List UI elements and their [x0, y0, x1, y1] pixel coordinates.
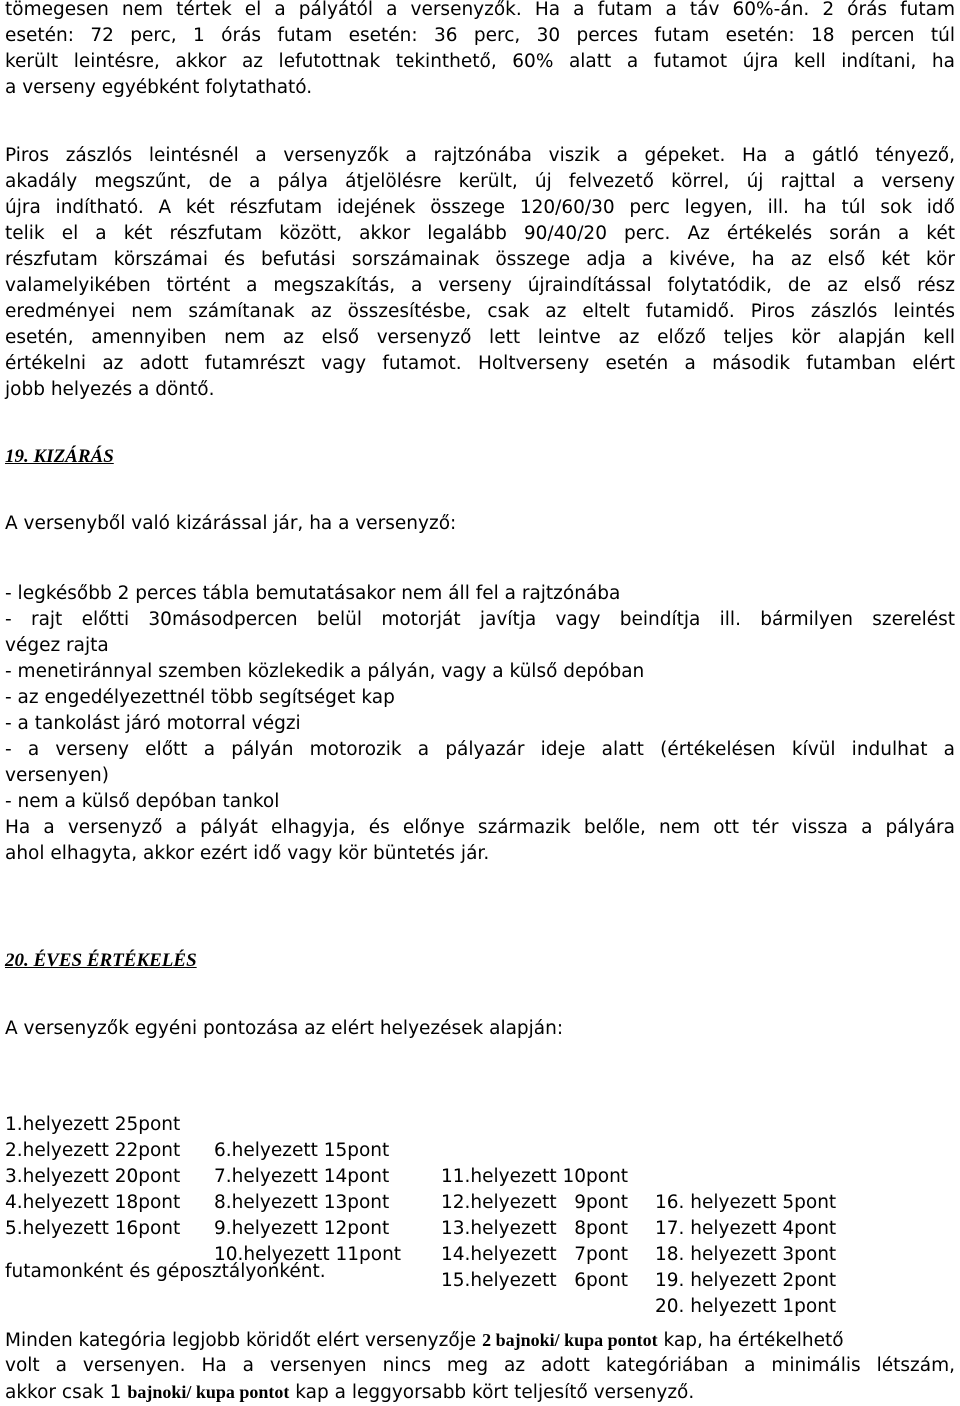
- text-line: esetén: 72 perc, 1 órás futam esetén: 36 perc, 30 perces futam esetén: 18 percen túl: [5, 25, 955, 46]
- list-item: - menetiránnyal szemben közlekedik a pályán, vagy a külső depóban: [5, 661, 645, 682]
- points-cell: 7.helyezett 14pont: [214, 1166, 390, 1187]
- text-line: került leintésre, akkor az lefutottnak tekinthető, 60% alatt a futamot újra kell indítani, ha: [5, 51, 955, 72]
- points-cell: 12.helyezett 9pont: [441, 1192, 629, 1213]
- list-item: - legkésőbb 2 perces tábla bemutatásakor nem áll fel a rajtzónába: [5, 583, 621, 604]
- text-line: telik el a két részfutam között, akkor legalább 90/40/20 perc. Az értékelés során a két: [5, 223, 955, 244]
- points-cell: 14.helyezett 7pont: [441, 1244, 629, 1265]
- points-cell: 10.helyezett 11pont: [214, 1244, 402, 1265]
- points-cell: 3.helyezett 20pont: [5, 1166, 181, 1187]
- text-line: Piros zászlós leintésnél a versenyzők a rajtzónába viszik a gépeket. Ha a gátló tényező,: [5, 145, 955, 166]
- text-line: esetén, amennyiben nem az első versenyző lett leintve az előző teljes kör alapján kell: [5, 327, 955, 348]
- text-line: akadály megszűnt, de a pálya átjelölésre került, új felvezető körrel, új rajttal a verseny: [5, 171, 955, 192]
- points-cell: 4.helyezett 18pont: [5, 1192, 181, 1213]
- list-item: végez rajta: [5, 635, 109, 656]
- text-line: eredményei nem számítanak az összesítésbe, csak az eltelt futamidő. Piros zászlós leintés: [5, 301, 955, 322]
- text-run: kap, ha értékelhető: [657, 1330, 844, 1351]
- points-cell: 17. helyezett 4pont: [655, 1218, 837, 1239]
- text-line: volt a versenyen. Ha a versenyen nincs meg az adott kategóriában a minimális létszám,: [5, 1355, 955, 1376]
- text-line: újra indítható. A két részfutam idejének összege 120/60/30 perc legyen, ill. ha túl sok idő: [5, 197, 955, 218]
- text-line: valamelyikében történt a megszakítás, a verseny újraindítással folytatódik, de az első rész: [5, 275, 955, 296]
- points-cell: 9.helyezett 12pont: [214, 1218, 390, 1239]
- points-cell: 6.helyezett 15pont: [214, 1140, 390, 1161]
- section-heading-eves-ertekeles: 20. ÉVES ÉRTÉKELÉS: [5, 950, 197, 971]
- points-cell: 11.helyezett 10pont: [441, 1166, 629, 1187]
- list-item: - a verseny előtt a pályán motorozik a pályazár ideje alatt (értékelésen kívül indulhat a: [5, 739, 955, 760]
- text-run: Minden kategória legjobb köridőt elért versenyzője: [5, 1330, 483, 1351]
- points-cell: 13.helyezett 8pont: [441, 1218, 629, 1239]
- list-item: - nem a külső depóban tankol: [5, 791, 280, 812]
- section-heading-kizaras: 19. KIZÁRÁS: [5, 446, 114, 467]
- text-line: a verseny egyébként folytatható.: [5, 77, 313, 98]
- text-line: részfutam körszámai és befutási sorszámainak összege adja a kivéve, ha az első két kör: [5, 249, 955, 270]
- text-line: [5, 1379, 694, 1406]
- bonus-points-text: 2 bajnoki/ kupa pontot: [482, 1330, 658, 1350]
- section-intro: A versenyből való kizárással jár, ha a versenyző:: [5, 513, 457, 534]
- points-cell: 16. helyezett 5pont: [655, 1192, 837, 1213]
- points-cell: 5.helyezett 16pont: [5, 1218, 181, 1239]
- points-cell: 15.helyezett 6pont: [441, 1270, 629, 1291]
- text-line: tömegesen nem tértek el a pályától a versenyzők. Ha a futam a táv 60%-án. 2 órás futam: [5, 0, 955, 20]
- text-run: akkor csak 1: [5, 1382, 128, 1403]
- list-item: - a tankolást járó motorral végzi: [5, 713, 301, 734]
- text-line: értékelni az adott futamrészt vagy futamot. Holtverseny esetén a második futamban elért: [5, 353, 955, 374]
- list-item: versenyen): [5, 765, 109, 786]
- text-line: jobb helyezés a döntő.: [5, 379, 215, 400]
- section-intro: A versenyzők egyéni pontozása az elért helyezések alapján:: [5, 1018, 564, 1039]
- points-cell: 20. helyezett 1pont: [655, 1296, 837, 1317]
- points-cell: 2.helyezett 22pont: [5, 1140, 181, 1161]
- points-cell: 8.helyezett 13pont: [214, 1192, 390, 1213]
- list-item: - az engedélyezettnél több segítséget kap: [5, 687, 395, 708]
- points-cell: 19. helyezett 2pont: [655, 1270, 837, 1291]
- points-cell: 1.helyezett 25pont: [5, 1114, 181, 1135]
- points-note: futamonként és géposztályonként.: [5, 1261, 326, 1282]
- points-cell: 18. helyezett 3pont: [655, 1244, 837, 1265]
- text-run: kap a leggyorsabb kört teljesítő versenyző.: [289, 1382, 695, 1403]
- list-item: - rajt előtti 30másodpercen belül motorját javítja vagy beindítja ill. bármilyen szerelést: [5, 609, 955, 630]
- text-line: ahol elhagyta, akkor ezért idő vagy kör büntetés jár.: [5, 843, 490, 864]
- bonus-points-text: bajnoki/ kupa pontot: [127, 1382, 290, 1402]
- text-line: Ha a versenyző a pályát elhagyja, és előnye származik belőle, nem ott tér vissza a pályára: [5, 817, 955, 838]
- text-line: [5, 1327, 844, 1354]
